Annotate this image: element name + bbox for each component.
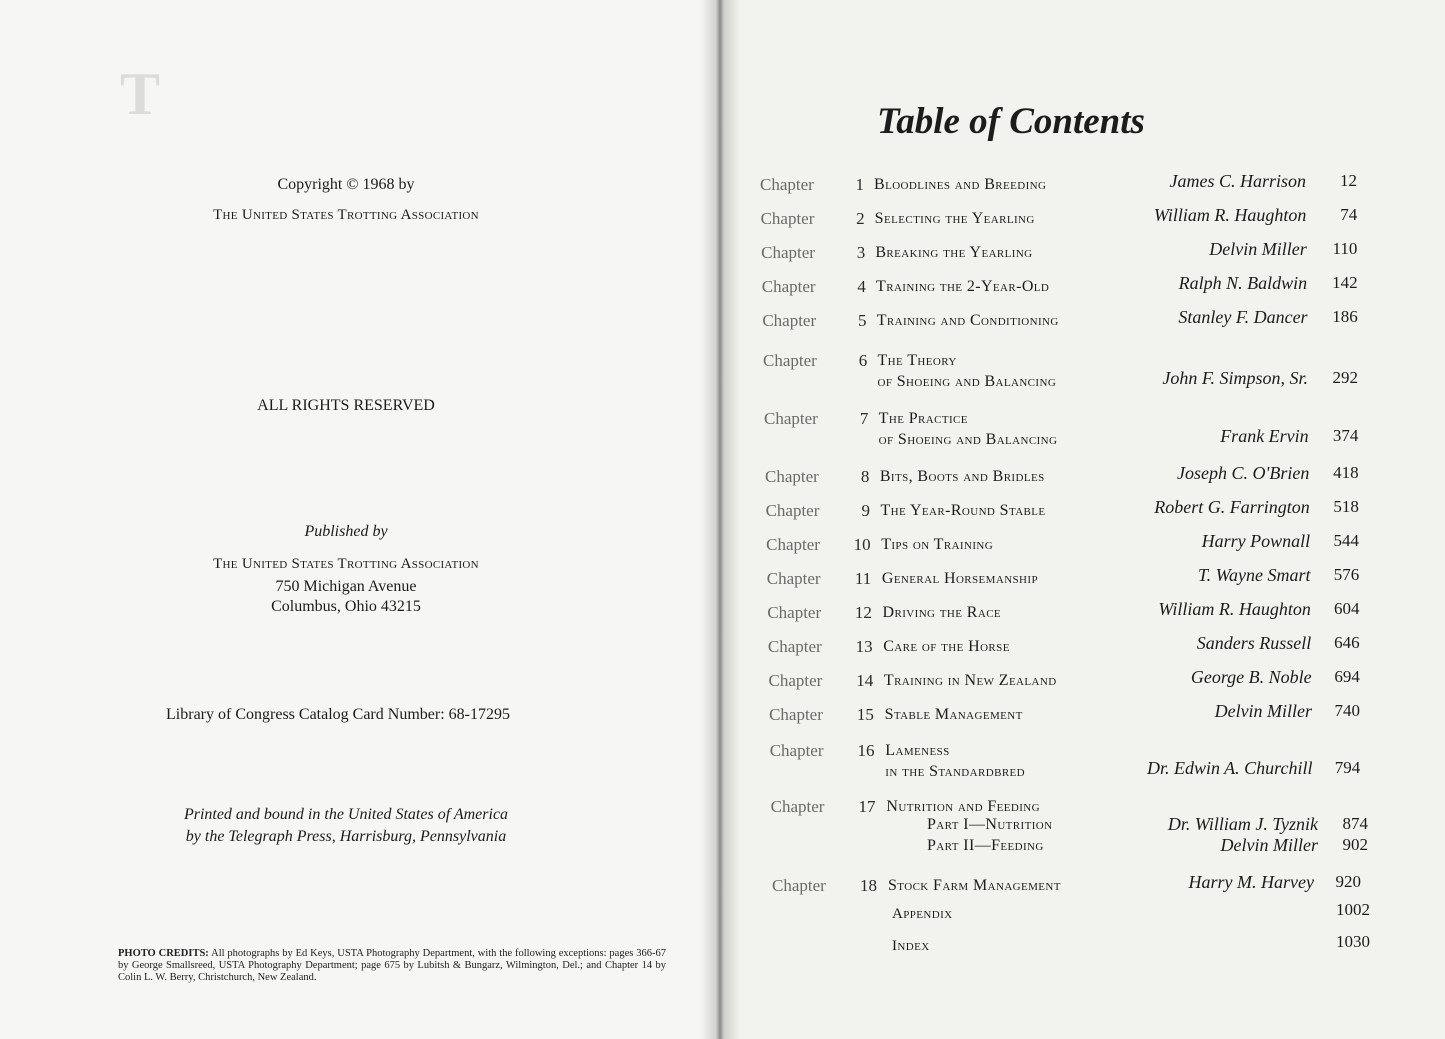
chapter-number: 16 xyxy=(857,741,875,760)
chapter-number: 11 xyxy=(854,569,872,588)
chapter-number: 17 xyxy=(858,797,876,816)
chapter-author: Delvin Miller xyxy=(1209,239,1307,259)
chapter-label: Chapter xyxy=(769,705,823,724)
chapter-label: Chapter xyxy=(765,501,820,520)
chapter-number: 6 xyxy=(858,351,868,370)
toc-row xyxy=(0,632,1445,662)
chapter-author: Ralph N. Baldwin xyxy=(1178,273,1308,293)
chapter-title: Training in New Zealand xyxy=(883,672,1057,689)
publisher-city: Columbus, Ohio 43215 xyxy=(271,598,421,615)
part-title: Part II—Feeding xyxy=(927,837,1044,854)
toc-part-row xyxy=(0,835,1445,857)
chapter-page: 646 xyxy=(1334,633,1360,652)
chapter-page: 740 xyxy=(1334,701,1361,720)
printed-line-1: Printed and bound in the United States of America xyxy=(183,806,509,823)
chapter-number: 1 xyxy=(855,175,864,194)
chapter-author: Delvin Miller xyxy=(1214,701,1313,721)
chapter-page: 12 xyxy=(1340,171,1357,190)
chapter-number: 2 xyxy=(856,209,865,228)
chapter-author: George B. Noble xyxy=(1190,667,1312,687)
chapter-label: Chapter xyxy=(760,175,814,194)
appendix-title: Appendix xyxy=(892,906,953,922)
printed-line-2: by the Telegraph Press, Harrisburg, Pennsylvania xyxy=(185,828,507,845)
chapter-label: Chapter xyxy=(769,741,824,760)
chapter-title: Bloodlines and Breeding xyxy=(874,176,1047,193)
chapter-page: 920 xyxy=(1335,872,1361,891)
chapter-number: 10 xyxy=(853,535,871,554)
chapter-page: 186 xyxy=(1332,307,1358,326)
chapter-number: 8 xyxy=(860,467,870,486)
toc-appendix-row xyxy=(0,900,1445,926)
chapter-author: Harry M. Harvey xyxy=(1188,872,1314,892)
toc-row xyxy=(0,530,1445,560)
chapter-label: Chapter xyxy=(762,311,817,330)
chapter-title: Care of the Horse xyxy=(883,638,1010,655)
chapter-label: Chapter xyxy=(767,603,822,622)
rights-reserved: ALL RIGHTS RESERVED xyxy=(257,397,435,414)
chapter-title: Tips on Training xyxy=(881,536,994,553)
toc-row xyxy=(0,204,1445,234)
chapter-author: Stanley F. Dancer xyxy=(1178,307,1308,327)
chapter-page: 604 xyxy=(1333,599,1360,618)
toc-row xyxy=(0,496,1445,526)
copyright-line: Copyright © 1968 by xyxy=(277,176,415,193)
chapter-number: 4 xyxy=(857,277,866,296)
chapter-number: 12 xyxy=(854,603,872,622)
copyright-org: The United States Trotting Association xyxy=(213,207,479,223)
toc-row xyxy=(0,404,1445,448)
chapter-page: 544 xyxy=(1333,531,1360,550)
toc-row xyxy=(0,871,1445,901)
chapter-author: John F. Simpson, Sr. xyxy=(1162,368,1309,388)
toc-part-row xyxy=(0,814,1445,836)
chapter-author: Harry Pownall xyxy=(1201,531,1311,551)
appendix-page: 1002 xyxy=(1336,900,1370,919)
part-title: Part I—Nutrition xyxy=(927,816,1053,833)
chapter-author: Sanders Russell xyxy=(1196,633,1312,653)
index-title: Index xyxy=(892,938,930,954)
chapter-label: Chapter xyxy=(768,671,823,690)
part-page: 874 xyxy=(1342,814,1368,833)
chapter-author: William R. Haughton xyxy=(1153,205,1307,225)
part-page: 902 xyxy=(1342,835,1368,854)
toc-title: Table of Contents xyxy=(877,101,1145,142)
chapter-title: Training the 2-Year-Old xyxy=(876,278,1050,295)
publisher-street: 750 Michigan Avenue xyxy=(275,578,417,595)
chapter-title: Bits, Boots and Bridles xyxy=(879,468,1045,485)
show-through-text: T xyxy=(120,61,161,127)
chapter-author: Dr. Edwin A. Churchill xyxy=(1146,758,1313,778)
chapter-author: James C. Harrison xyxy=(1169,171,1306,191)
chapter-author: T. Wayne Smart xyxy=(1198,565,1311,585)
chapter-label: Chapter xyxy=(761,243,815,262)
chapter-title: Driving the Race xyxy=(882,604,1002,621)
chapter-title: The Practice xyxy=(878,410,968,427)
toc-index-row xyxy=(0,932,1445,958)
chapter-page: 576 xyxy=(1333,565,1360,584)
chapter-page: 518 xyxy=(1333,497,1359,516)
chapter-page: 374 xyxy=(1332,426,1359,445)
chapter-title: Nutrition and Feeding xyxy=(886,798,1040,815)
chapter-title: Stock Farm Management xyxy=(888,877,1061,894)
chapter-page: 142 xyxy=(1332,273,1358,292)
chapter-page: 110 xyxy=(1332,239,1358,258)
chapter-label: Chapter xyxy=(766,569,821,588)
toc-row xyxy=(0,736,1445,780)
chapter-label: Chapter xyxy=(764,409,818,428)
index-page: 1030 xyxy=(1336,932,1370,951)
chapter-title: Breaking the Yearling xyxy=(875,244,1033,261)
chapter-label: Chapter xyxy=(766,535,820,554)
publisher-org: The United States Trotting Association xyxy=(213,556,479,572)
chapter-author: Frank Ervin xyxy=(1220,426,1309,446)
library-of-congress-card: Library of Congress Catalog Card Number: 68-17295 xyxy=(166,706,510,723)
published-by-label: Published by xyxy=(304,523,388,540)
chapter-title: Selecting the Yearling xyxy=(874,210,1035,227)
photo-credits-label: PHOTO CREDITS: xyxy=(118,948,209,959)
chapter-author: Joseph C. O'Brien xyxy=(1177,463,1310,483)
chapter-page: 292 xyxy=(1332,368,1358,387)
chapter-title: Lameness xyxy=(885,742,950,759)
chapter-label: Chapter xyxy=(767,637,822,656)
toc-row xyxy=(0,238,1445,268)
chapter-title: The Year-Round Stable xyxy=(880,502,1046,519)
toc-row xyxy=(0,598,1445,628)
toc-row xyxy=(0,462,1445,492)
chapter-number: 5 xyxy=(858,311,867,330)
chapter-number: 14 xyxy=(856,671,874,690)
chapter-label: Chapter xyxy=(764,467,819,486)
chapter-number: 9 xyxy=(861,501,871,520)
part-author: Delvin Miller xyxy=(1220,835,1318,855)
chapter-author: Robert G. Farrington xyxy=(1154,497,1310,517)
chapter-label: Chapter xyxy=(760,209,815,228)
toc-row xyxy=(0,564,1445,594)
toc-row xyxy=(0,700,1445,730)
chapter-page: 74 xyxy=(1340,205,1358,224)
chapter-number: 18 xyxy=(860,876,877,895)
chapter-label: Chapter xyxy=(763,351,817,370)
chapter-title: General Horsemanship xyxy=(881,570,1038,587)
photo-credits-text: All photographs by Ed Keys, USTA Photography Department, with the following exceptions: pages 366-67 by George Smallsreed, USTA Photography Department; page 675 by Lubitsh & Bungarz, Wilmington, Del.; and Chapter 14 by Colin L. W. Berry, Christchurch, New Zealand. xyxy=(118,948,666,983)
chapter-title: of Shoeing and Balancing xyxy=(878,431,1058,448)
toc-row xyxy=(0,666,1445,696)
toc-row xyxy=(0,306,1445,336)
chapter-label: Chapter xyxy=(772,876,826,895)
chapter-title: in the Standardbred xyxy=(885,763,1026,780)
part-author: Dr. William J. Tyznik xyxy=(1167,814,1318,834)
toc-row xyxy=(0,346,1445,390)
chapter-title: Training and Conditioning xyxy=(876,312,1059,329)
toc-row xyxy=(0,170,1445,200)
chapter-number: 13 xyxy=(855,637,873,656)
chapter-number: 3 xyxy=(856,243,866,262)
chapter-number: 15 xyxy=(856,705,874,724)
chapter-page: 418 xyxy=(1333,463,1359,482)
chapter-page: 794 xyxy=(1334,758,1361,777)
toc-row xyxy=(0,272,1445,302)
chapter-label: Chapter xyxy=(761,277,816,296)
chapter-page: 694 xyxy=(1334,667,1360,686)
chapter-title: Stable Management xyxy=(884,706,1023,723)
chapter-number: 7 xyxy=(859,409,869,428)
chapter-author: William R. Haughton xyxy=(1158,599,1311,619)
chapter-title: of Shoeing and Balancing xyxy=(877,373,1057,390)
chapter-title: The Theory xyxy=(877,352,957,369)
chapter-label: Chapter xyxy=(770,797,825,816)
